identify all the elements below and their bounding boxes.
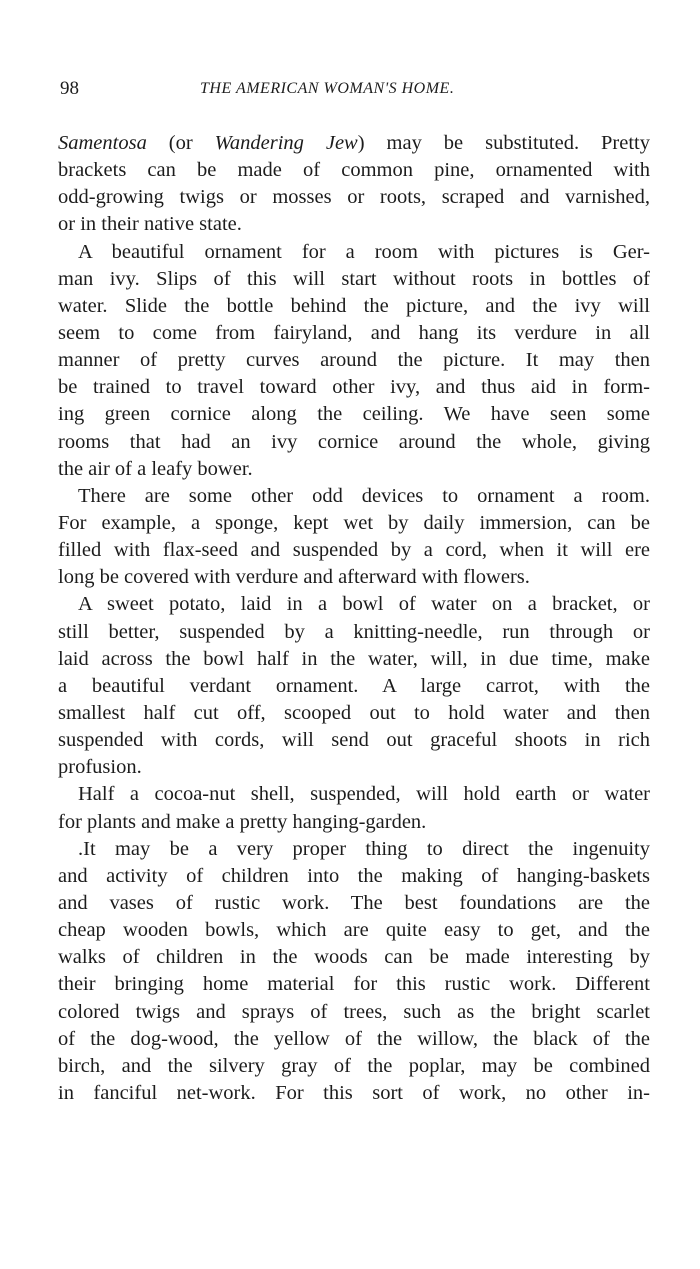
- text-line: rooms that had an ivy cornice around the whole, giving: [58, 430, 650, 453]
- text-line: birch, and the silvery gray of the poplar, may be combined: [58, 1054, 650, 1077]
- text-line: A beautiful ornament for a room with pictures is Ger-: [78, 240, 650, 263]
- page-header: [60, 78, 650, 102]
- text-line: for plants and make a pretty hanging-garden.: [58, 810, 427, 833]
- text-line: and activity of children into the making of hanging-baskets: [58, 864, 650, 887]
- text-line: brackets can be made of common pine, ornamented with: [58, 159, 650, 182]
- text-line: of the dog-wood, the yellow of the willow, the black of the: [58, 1027, 650, 1050]
- text-line: long be covered with verdure and afterward with flowers.: [58, 566, 530, 589]
- paragraph: [58, 836, 650, 1107]
- text-line: a beautiful verdant ornament. A large carrot, with the: [58, 674, 650, 697]
- text-line: ing green cornice along the ceiling. We have seen some: [58, 403, 650, 426]
- paragraph: [58, 591, 650, 781]
- text-line: For example, a sponge, kept wet by daily immersion, can be: [58, 511, 650, 534]
- text-line: seem to come from fairyland, and hang its verdure in all: [58, 321, 650, 344]
- text-line: odd-growing twigs or mosses or roots, scraped and varnished,: [58, 186, 650, 209]
- text-line: profusion.: [58, 756, 142, 779]
- text-line: walks of children in the woods can be made interesting by: [58, 946, 650, 969]
- text-line: manner of pretty curves around the picture. It may then: [58, 349, 650, 372]
- text-line: or in their native state.: [58, 213, 242, 236]
- text-line: be trained to travel toward other ivy, and thus aid in form-: [58, 376, 650, 399]
- text-line: cheap wooden bowls, which are quite easy to get, and the: [58, 919, 650, 942]
- text-line: A sweet potato, laid in a bowl of water on a bracket, or: [78, 593, 650, 616]
- paragraph: [58, 781, 650, 835]
- text-line: and vases of rustic work. The best foundations are the: [58, 891, 650, 914]
- text-line: their bringing home material for this rustic work. Different: [58, 973, 650, 996]
- text-line: There are some other odd devices to ornament a room.: [78, 484, 650, 507]
- page-number: 98: [60, 78, 79, 99]
- text-line: [58, 130, 650, 157]
- text-line: .It may be a very proper thing to direct the ingenuity: [78, 837, 650, 860]
- text-line: suspended with cords, will send out graceful shoots in rich: [58, 729, 650, 752]
- paragraph: [58, 483, 650, 592]
- text-line: the air of a leafy bower.: [58, 457, 253, 480]
- running-head: THE AMERICAN WOMAN'S HOME.: [200, 80, 455, 97]
- text-line: Half a cocoa-nut shell, suspended, will hold earth or water: [78, 783, 650, 806]
- italic-term: Samentosa: [58, 132, 147, 154]
- text-span: (or: [146, 132, 215, 154]
- text-line: laid across the bowl half in the water, will, in due time, make: [58, 647, 650, 670]
- text-line: in fanciful net-work. For this sort of work, no other in-: [58, 1081, 650, 1104]
- text-line: filled with flax-seed and suspended by a cord, when it will ere: [58, 539, 650, 562]
- text-line: water. Slide the bottle behind the picture, and the ivy will: [58, 294, 650, 317]
- body-text: [58, 130, 650, 1107]
- paragraph: [58, 239, 650, 483]
- text-line: smallest half cut off, scooped out to hold water and then: [58, 701, 650, 724]
- text-line: still better, suspended by a knitting-needle, run through or: [58, 620, 650, 643]
- paragraph: [58, 130, 650, 239]
- italic-term: Wandering Jew: [214, 132, 358, 154]
- text-line: man ivy. Slips of this will start without roots in bottles of: [58, 267, 650, 290]
- text-line: colored twigs and sprays of trees, such as the bright scarlet: [58, 1000, 650, 1023]
- text-span: ) may be substituted. Pretty: [357, 132, 650, 154]
